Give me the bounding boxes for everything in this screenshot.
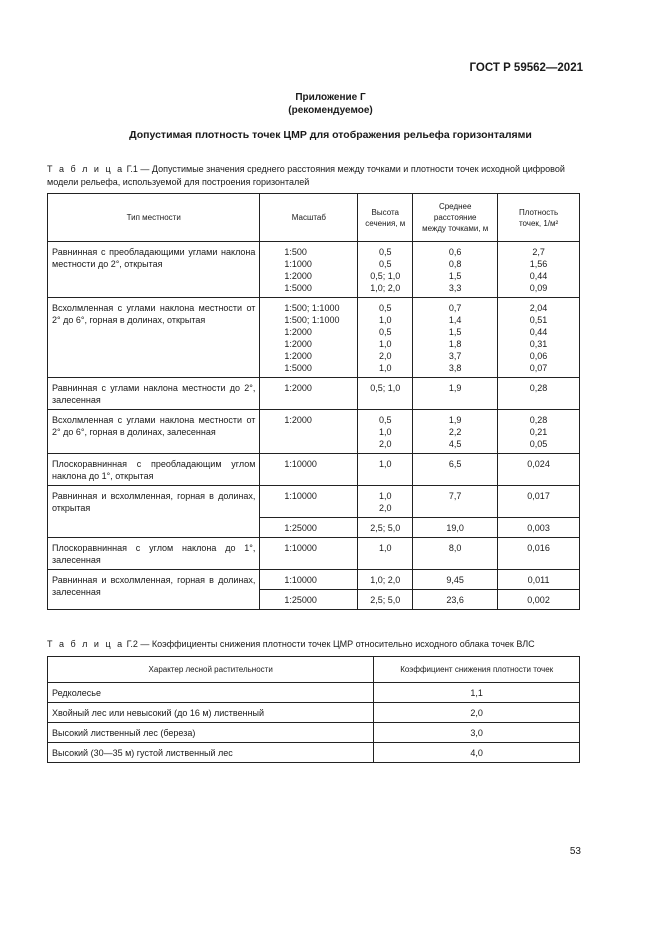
cell-value: 1,56 (529, 259, 548, 269)
cell-value: 9,45 (446, 575, 464, 585)
cell-value: 0,5 (379, 415, 392, 425)
table-header-row (48, 194, 580, 242)
point-density-cell (498, 242, 580, 298)
average-distance-cell (413, 454, 498, 486)
cell-value: 0,31 (529, 339, 548, 349)
cell-value: 2,0 (379, 351, 392, 361)
terrain-type-cell: Равнинная и всхолмленная, горная в долинах, открытая (48, 486, 260, 538)
cell-value: 1,9 (448, 415, 462, 425)
cell-value: 0,002 (527, 595, 550, 605)
table-row (48, 703, 580, 723)
contour-interval-cell (358, 590, 413, 610)
header-vegetation: Характер лесной растительности (48, 657, 374, 683)
cell-value: 1,0 (379, 459, 392, 469)
terrain-type-cell: Равнинная и всхолмленная, горная в долинах, залесенная (48, 570, 260, 610)
cell-value: 2,7 (532, 247, 545, 257)
cell-value: 23,6 (446, 595, 464, 605)
cell-value: 0,6 (448, 247, 462, 257)
section-title: Допустимая плотность точек ЦМР для отображения рельефа горизонталями (129, 129, 532, 141)
cell-value: 1,0 (379, 339, 392, 349)
cell-value: 1,0 (379, 543, 392, 553)
header-line: Плотность (518, 207, 559, 217)
coefficient-cell: 3,0 (374, 723, 580, 743)
cell-value: 0,5 (379, 259, 392, 269)
contour-interval-cell (358, 486, 413, 518)
contour-interval-cell (358, 454, 413, 486)
table-row (48, 410, 580, 454)
cell-value: 1:25000 (284, 595, 317, 605)
cell-value: 0,017 (527, 491, 550, 501)
contour-interval-cell (358, 570, 413, 590)
cell-value: 1,0; 2,0 (370, 283, 401, 293)
point-density-cell (498, 410, 580, 454)
cell-value: 0,5 (379, 303, 392, 313)
cell-value: 3,3 (448, 283, 462, 293)
scale-cell (260, 538, 358, 570)
terrain-type-cell: Плоскоравнинная с углом наклона до 1°, залесенная (48, 538, 260, 570)
cell-value: 1:10000 (284, 575, 317, 585)
table-row (48, 378, 580, 410)
point-density-cell (498, 454, 580, 486)
appendix-status: (рекомендуемое) (288, 105, 373, 116)
cell-value: 1:2000 (284, 339, 312, 349)
cell-value: 1:2000 (284, 415, 312, 425)
cell-value: 0,06 (529, 351, 548, 361)
cell-value: 2,2 (448, 427, 462, 437)
scale-cell (260, 242, 358, 298)
cell-value: 0,44 (529, 271, 548, 281)
table-row (48, 538, 580, 570)
header-terrain-type: Тип местности (48, 194, 260, 242)
scale-cell (260, 378, 358, 410)
cell-value: 0,05 (529, 439, 548, 449)
cell-value: 0,51 (529, 315, 548, 325)
cell-value: 0,44 (529, 327, 548, 337)
terrain-type-cell: Всхолмленная с углами наклона местности от 2° до 6°, горная в долинах, залесенная (48, 410, 260, 454)
average-distance-cell (413, 378, 498, 410)
header-scale: Масштаб (260, 194, 358, 242)
vegetation-cell: Хвойный лес или невысокий (до 16 м) лиственный (48, 703, 374, 723)
table2-caption-text: Г.2 — Коэффициенты снижения плотности точек ЦМР относительно исходного облака точек ВЛС (124, 639, 535, 649)
table-row (48, 486, 580, 518)
coefficient-cell: 1,1 (374, 683, 580, 703)
point-density-cell (498, 378, 580, 410)
cell-value: 2,0 (379, 503, 392, 513)
cell-value: 1:2000 (284, 271, 312, 281)
cell-value: 1,0 (379, 363, 392, 373)
cell-value: 0,5; 1,0 (370, 383, 401, 393)
cell-value: 1:500 (284, 247, 307, 257)
cell-value: 19,0 (446, 523, 464, 533)
average-distance-cell (413, 570, 498, 590)
vegetation-cell: Высокий лиственный лес (береза) (48, 723, 374, 743)
point-density-cell (498, 538, 580, 570)
cell-value: 1,0 (379, 315, 392, 325)
scale-cell (260, 486, 358, 518)
cell-value: 1:25000 (284, 523, 317, 533)
point-density-cell (498, 518, 580, 538)
point-density-cell (498, 570, 580, 590)
terrain-type-cell: Плоскоравнинная с преобладающим углом наклона до 1°, открытая (48, 454, 260, 486)
cell-value: 7,7 (448, 491, 462, 501)
vegetation-cell: Редколесье (48, 683, 374, 703)
scale-cell (260, 298, 358, 378)
average-distance-cell (413, 486, 498, 518)
average-distance-cell (413, 518, 498, 538)
table-row (48, 683, 580, 703)
cell-value: 1:2000 (284, 351, 312, 361)
cell-value: 1:5000 (284, 363, 312, 373)
table2-caption-label: Т а б л и ц а (47, 639, 125, 649)
header-line: расстояние (433, 213, 477, 222)
appendix-heading (0, 91, 661, 117)
cell-value: 0,28 (529, 383, 548, 393)
table1-caption (47, 163, 587, 189)
cell-value: 1,5 (448, 271, 462, 281)
vegetation-cell: Высокий (30—35 м) густой лиственный лес (48, 743, 374, 763)
reduction-coefficient-table (47, 656, 580, 763)
cell-value: 0,21 (529, 427, 548, 437)
table-row (48, 242, 580, 298)
cell-value: 0,5 (379, 327, 392, 337)
terrain-type-cell: Равнинная с преобладающими углами наклона местности до 2°, открытая (48, 242, 260, 298)
cell-value: 1,5 (448, 327, 462, 337)
cell-value: 1:10000 (284, 491, 317, 501)
point-density-cell (498, 590, 580, 610)
scale-cell (260, 570, 358, 590)
average-distance-cell (413, 242, 498, 298)
cell-value: 0,07 (529, 363, 548, 373)
cell-value: 0,011 (527, 575, 550, 585)
header-line: точек, 1/м² (518, 218, 559, 228)
average-distance-cell (413, 538, 498, 570)
table-row (48, 454, 580, 486)
point-density-cell (498, 486, 580, 518)
header-contour-interval (358, 194, 413, 242)
cell-value: 2,5; 5,0 (370, 595, 401, 605)
cell-value: 6,5 (448, 459, 462, 469)
cell-value: 0,09 (529, 283, 548, 293)
average-distance-cell (413, 410, 498, 454)
cell-value: 0,016 (527, 543, 550, 553)
terrain-type-cell: Равнинная с углами наклона местности до 2°, залесенная (48, 378, 260, 410)
scale-cell (260, 518, 358, 538)
cell-value: 3,7 (448, 351, 462, 361)
cell-value: 0,5; 1,0 (370, 271, 401, 281)
cell-value: 0,003 (527, 523, 550, 533)
cell-value: 1:1000 (284, 259, 312, 269)
table-row (48, 298, 580, 378)
cell-value: 1,0 (379, 491, 392, 501)
cell-value: 1:5000 (284, 283, 312, 293)
cell-value: 1:500; 1:1000 (284, 303, 340, 313)
average-distance-cell (413, 590, 498, 610)
header-line: между точками, м (422, 224, 489, 233)
cell-value: 1,9 (448, 383, 462, 393)
document-code: ГОСТ Р 59562—2021 (469, 62, 583, 74)
point-density-cell (498, 298, 580, 378)
cell-value: 2,5; 5,0 (370, 523, 401, 533)
table-row (48, 570, 580, 590)
scale-cell (260, 410, 358, 454)
average-distance-cell (413, 298, 498, 378)
cell-value: 1:2000 (284, 383, 312, 393)
header-average-distance (413, 194, 498, 242)
cell-value: 8,0 (448, 543, 462, 553)
cell-value: 1,8 (448, 339, 462, 349)
scale-cell (260, 454, 358, 486)
terrain-type-cell: Всхолмленная с углами наклона местности от 2° до 6°, горная в долинах, открытая (48, 298, 260, 378)
header-line: Высота (371, 207, 400, 217)
cell-value: 1:10000 (284, 459, 317, 469)
cell-value: 1:10000 (284, 543, 317, 553)
cell-value: 0,8 (448, 259, 462, 269)
table2-caption (47, 638, 587, 651)
contour-interval-cell (358, 518, 413, 538)
contour-interval-cell (358, 538, 413, 570)
contour-interval-cell (358, 242, 413, 298)
cell-value: 0,28 (529, 415, 548, 425)
table-row (48, 743, 580, 763)
scale-cell (260, 590, 358, 610)
header-coefficient: Коэффициент снижения плотности точек (374, 657, 580, 683)
table-row (48, 723, 580, 743)
cell-value: 0,024 (527, 459, 550, 469)
cell-value: 1,4 (448, 315, 462, 325)
cell-value: 1,0; 2,0 (370, 575, 401, 585)
cell-value: 2,04 (529, 303, 548, 313)
table-header-row (48, 657, 580, 683)
header-point-density (498, 194, 580, 242)
cell-value: 1,0 (379, 427, 392, 437)
table1-caption-label: Т а б л и ц а (47, 164, 125, 174)
cell-value: 2,0 (379, 439, 392, 449)
cell-value: 0,7 (448, 303, 462, 313)
cell-value: 1:2000 (284, 327, 312, 337)
appendix-title: Приложение Г (295, 92, 366, 103)
coefficient-cell: 4,0 (374, 743, 580, 763)
cell-value: 3,8 (448, 363, 462, 373)
header-line: сечения, м (365, 218, 406, 228)
contour-interval-cell (358, 378, 413, 410)
contour-interval-cell (358, 298, 413, 378)
page-number: 53 (569, 846, 581, 857)
header-line: Среднее (438, 202, 472, 211)
coefficient-cell: 2,0 (374, 703, 580, 723)
density-table (47, 193, 580, 610)
cell-value: 1:500; 1:1000 (284, 315, 340, 325)
cell-value: 0,5 (379, 247, 392, 257)
contour-interval-cell (358, 410, 413, 454)
table1-caption-text: Г.1 — Допустимые значения среднего расстояния между точками и плотности точек исходной цифровой модели рельефа, используемой для построения горизонталей (47, 164, 565, 187)
cell-value: 4,5 (448, 439, 462, 449)
